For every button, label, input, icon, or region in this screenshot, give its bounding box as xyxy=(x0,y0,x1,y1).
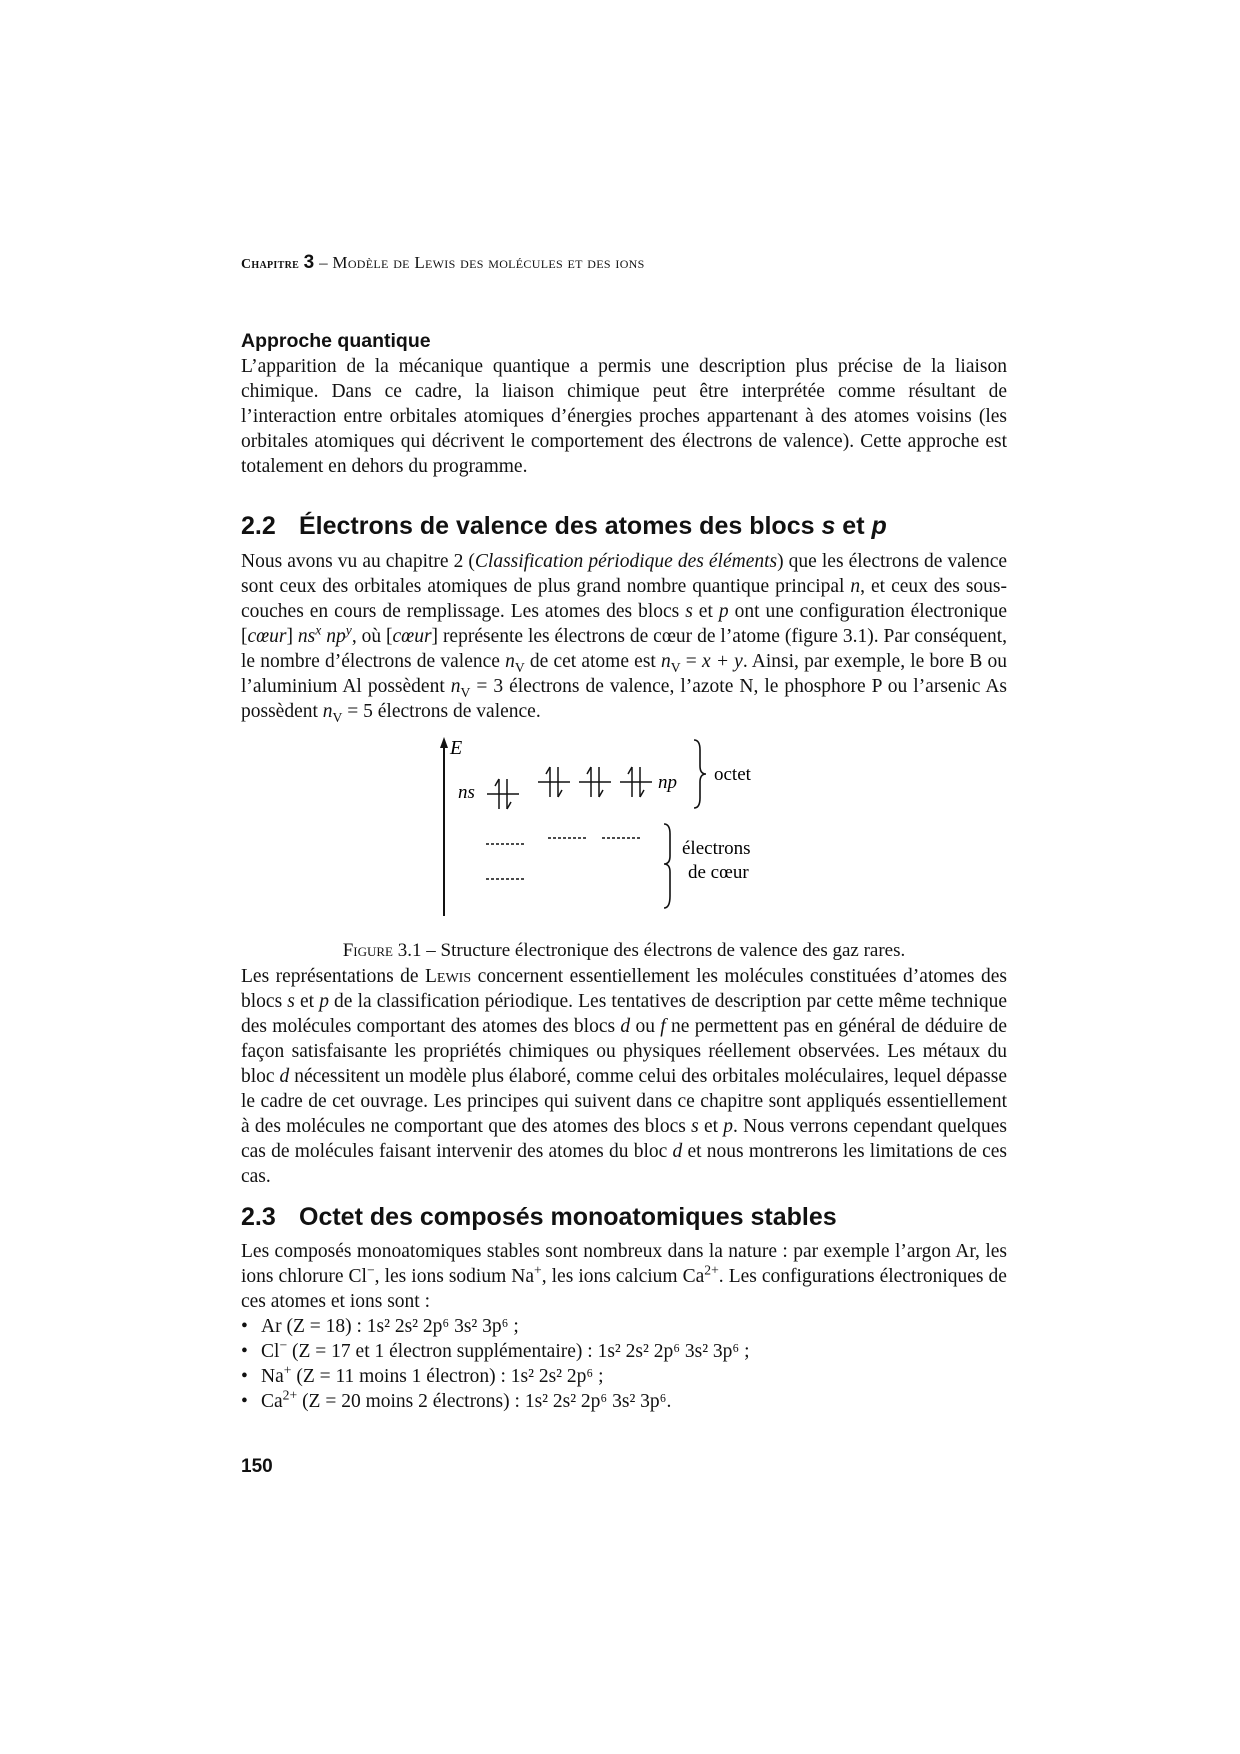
section-2-3-intro xyxy=(241,1239,1007,1314)
running-head xyxy=(241,252,645,274)
list-item xyxy=(241,1389,1007,1414)
section-2-3-title xyxy=(241,1203,837,1232)
section-2-3-text xyxy=(241,1239,1007,1314)
t: de la classification périodique. Les tentatives de description par cette même technique des molécules comportant des atomes des blocs xyxy=(241,991,1007,1037)
figure-3-1 xyxy=(436,736,796,918)
t: 1s² 2s² 2p⁶ 3s² 3p⁶ xyxy=(366,1316,509,1337)
t: ou xyxy=(630,1016,661,1037)
approche-paragraph: L’apparition de la mécanique quantique a permis une description plus précise de la liaison chimique. Dans ce cadre, la liaison chimique peut être interprétée comme résultant de l’interaction entre orbitales atomiques d’énergies proches appartenant à des atomes voisins (les orbitales atomiques qui décrivent le comportement des électrons de valence). Cette approche est totalement en dehors du programme. xyxy=(241,356,1007,477)
t: . xyxy=(666,1391,672,1412)
bullet-icon: • xyxy=(241,1341,248,1362)
t: f xyxy=(660,1016,666,1037)
t: ont une configuration électronique [ xyxy=(241,601,1007,647)
t: s xyxy=(691,1116,699,1137)
t: ; xyxy=(508,1316,519,1337)
chapter-title: Modèle de Lewis des molécules et des ions xyxy=(332,253,645,272)
t: x xyxy=(315,622,322,638)
t: d xyxy=(620,1016,631,1037)
t: Classification périodique des éléments xyxy=(474,551,778,572)
approche-title: Approche quantique xyxy=(241,330,431,352)
chapter-word: Chapitre xyxy=(241,257,300,272)
t: 2+ xyxy=(704,1262,719,1278)
t: V xyxy=(670,659,681,675)
np-orbital-3 xyxy=(620,767,652,797)
octet-brace xyxy=(694,740,706,808)
lewis-paragraph xyxy=(241,964,1007,1189)
t: ; xyxy=(593,1366,604,1387)
t: n xyxy=(505,651,515,672)
title-italic: p xyxy=(871,512,887,540)
lewis-text xyxy=(241,964,1007,1189)
t: de cet atome est xyxy=(524,651,662,672)
t: et xyxy=(294,991,320,1012)
title-part: Électrons de valence des atomes des blocs xyxy=(299,512,822,540)
configuration-list xyxy=(241,1314,1007,1414)
t: (Z = 18) : xyxy=(281,1316,367,1337)
list-item xyxy=(241,1314,1007,1339)
t: . Nous verrons cependant quelques cas de molécules faisant intervenir des atomes du bloc xyxy=(241,1116,1007,1162)
t: p xyxy=(718,601,729,622)
t: Ca xyxy=(261,1391,283,1412)
t: = 5 électrons de valence. xyxy=(342,701,541,722)
np-orbital-2 xyxy=(579,767,611,797)
t: p xyxy=(319,991,329,1012)
section-2-2-text xyxy=(241,549,1007,724)
figure-caption xyxy=(241,940,1007,962)
t: . Ainsi, par exemple, le bore B ou l’aluminium Al possèdent xyxy=(241,651,1008,697)
section-number: 2.3 xyxy=(241,1203,276,1231)
page-number: 150 xyxy=(241,1456,273,1477)
t: = xyxy=(680,651,702,672)
axis-arrow xyxy=(440,737,448,748)
t: s xyxy=(685,601,693,622)
section-2-2-title xyxy=(241,512,887,541)
t: et nous montrerons les limitations de ces cas. xyxy=(241,1141,1007,1187)
octet-label: octet xyxy=(714,764,751,785)
t: − xyxy=(366,1262,375,1278)
bullet-icon: • xyxy=(241,1391,248,1412)
t: ne permettent pas en général de déduire de façon satisfaisante les propriétés chimiques ou physiques réellement observées. Les métaux du bloc xyxy=(241,1016,1008,1087)
t: 1s² 2s² 2p⁶ xyxy=(510,1366,594,1387)
np-orbital-1 xyxy=(538,767,570,797)
bullet-icon: • xyxy=(241,1366,248,1387)
t: cœur xyxy=(392,626,432,647)
t: Les composés monoatomiques stables sont nombreux dans la nature : par exemple l’argon Ar, les ions chlorure Cl xyxy=(241,1241,1007,1287)
caption-word: Figure xyxy=(342,940,394,961)
t: et xyxy=(692,601,719,622)
approche-text xyxy=(241,354,1007,479)
np-label: np xyxy=(658,772,677,793)
section-number: 2.2 xyxy=(241,512,276,540)
t: np xyxy=(326,626,346,647)
energy-diagram xyxy=(436,736,796,918)
t: Na xyxy=(261,1366,284,1387)
t: , où [ xyxy=(351,626,393,647)
t: + xyxy=(534,1262,542,1278)
t: Cl xyxy=(261,1341,280,1362)
list-item xyxy=(241,1339,1007,1364)
section-2-2-paragraph xyxy=(241,549,1007,724)
t: 1s² 2s² 2p⁶ 3s² 3p⁶ xyxy=(524,1391,667,1412)
separator: – xyxy=(314,253,333,272)
t: n xyxy=(661,651,671,672)
t: n xyxy=(850,576,861,597)
t: concernent essentiellement les molécules constituées d’atomes des blocs xyxy=(241,966,1007,1012)
t: , et ceux des sous-couches en cours de remplissage. Les atomes des blocs xyxy=(241,576,1007,622)
t: V xyxy=(332,709,343,725)
t: V xyxy=(460,684,471,700)
t: , les ions sodium Na xyxy=(374,1266,535,1287)
t: − xyxy=(279,1337,288,1353)
t: ) que les électrons de valence sont ceux des orbitales atomiques de plus grand nombre quantique principal xyxy=(241,551,1008,597)
t: 1s² 2s² 2p⁶ 3s² 3p⁶ xyxy=(597,1341,740,1362)
ns-orbital xyxy=(487,779,519,809)
title-italic: s xyxy=(821,512,836,540)
t: 2+ xyxy=(282,1387,298,1403)
axis-label: E xyxy=(450,737,463,759)
t: Ar xyxy=(261,1316,282,1337)
t: x + y xyxy=(701,651,743,672)
t: n xyxy=(450,676,461,697)
caption-text: 3.1 – Structure électronique des électrons de valence des gaz rares. xyxy=(393,940,906,961)
t: (Z = 17 et 1 électron supplémentaire) : xyxy=(287,1341,598,1362)
t: nécessitent un modèle plus élaboré, comme celui des orbitales moléculaires, lequel dépasse le cadre de cet ouvrage. Les principes qui suivent dans ce chapitre sont appliqués essentiellement à des molécules ne comportant que des atomes des blocs xyxy=(241,1066,1007,1137)
core-brace xyxy=(664,824,670,908)
t: V xyxy=(514,659,525,675)
t: , les ions calcium Ca xyxy=(541,1266,705,1287)
t: p xyxy=(723,1116,734,1137)
t: y xyxy=(345,622,352,638)
title-part: et xyxy=(835,512,872,540)
core-label-2: de cœur xyxy=(688,862,749,883)
section-title-text: Octet des composés monoatomiques stables xyxy=(299,1203,837,1231)
core-label-1: électrons xyxy=(682,838,751,859)
t: Lewis xyxy=(425,966,472,987)
t: d xyxy=(279,1066,290,1087)
t: d xyxy=(672,1141,683,1162)
chapter-number: 3 xyxy=(303,252,315,273)
t: (Z = 11 moins 1 électron) : xyxy=(291,1366,511,1387)
t: ; xyxy=(739,1341,750,1362)
t: ] xyxy=(286,626,298,647)
list-item xyxy=(241,1364,1007,1389)
t: n xyxy=(322,701,333,722)
t: ] représente les électrons de cœur de l’atome (figure 3.1). Par conséquent, le nombre d’électrons de valence xyxy=(241,626,1008,672)
t: (Z = 20 moins 2 électrons) : xyxy=(297,1391,525,1412)
t: et xyxy=(698,1116,724,1137)
t: . Les configurations électroniques de ces atomes et ions sont : xyxy=(241,1266,1007,1312)
ns-label: ns xyxy=(458,782,475,803)
t: Les représentations de xyxy=(241,966,425,987)
t: = 3 électrons de valence, l’azote N, le phosphore P ou l’arsenic As possèdent xyxy=(241,676,1007,722)
t: + xyxy=(283,1362,292,1378)
t: Nous avons vu au chapitre 2 ( xyxy=(241,551,475,572)
t: cœur xyxy=(247,626,287,647)
bullet-icon: • xyxy=(241,1316,248,1337)
t: s xyxy=(287,991,295,1012)
t: ns xyxy=(297,626,316,647)
